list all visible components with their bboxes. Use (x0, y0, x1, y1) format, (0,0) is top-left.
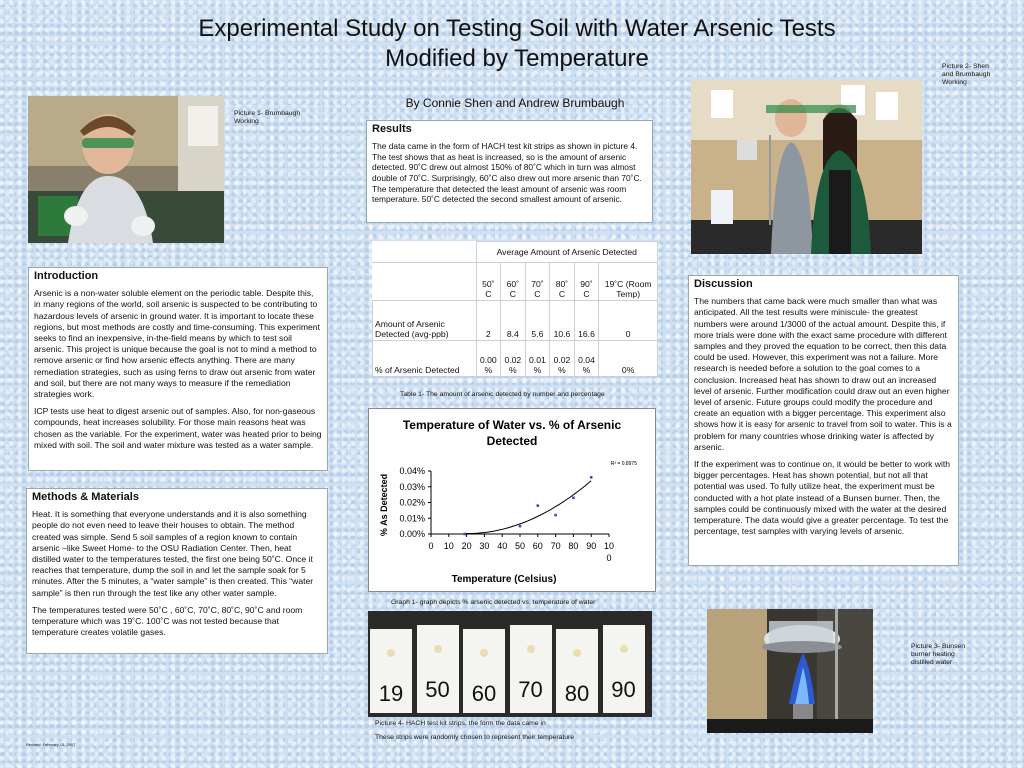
chart-x-tick-label: 70 (550, 541, 561, 551)
table-corner-2 (373, 263, 477, 301)
title-line-1: Experimental Study on Testing Soil with Water Arsenic Tests (198, 15, 836, 42)
table-cell: 0.04 % (574, 341, 599, 377)
introduction-section (28, 267, 328, 471)
test-strip-pad (480, 649, 488, 657)
arsenic-results-table (372, 241, 658, 377)
caption-picture-2: Picture 2- Shen and Brumbaugh Working (942, 63, 991, 86)
table-cell: 0.02 % (501, 341, 526, 377)
authors: By Connie Shen and Andrew Brumbaugh (405, 96, 625, 110)
introduction-paragraph-2: ICP tests use heat to digest arsenic out of samples. Also, for non-gaseous compounds, heat increases solubility. For those main reasons heat was chosen as the variable. For the experiment, water was heated prior to being mixed with soil. The soil and water mixture was tested as a water sample. (34, 406, 322, 450)
table-row-label: % of Arsenic Detected (373, 341, 477, 377)
test-strip-card (510, 625, 552, 713)
chart-x-tick-label: 10 (603, 541, 615, 551)
photo-brumbaugh-working (28, 96, 224, 243)
chart-x-tick-label: 10 (443, 541, 454, 551)
methods-heading: Methods & Materials (32, 491, 139, 503)
table-row (373, 341, 658, 377)
table-col-header: 50˚ C (476, 263, 501, 301)
chart-data-point (464, 533, 467, 536)
results-heading: Results (372, 123, 412, 135)
table-cell: 0 (599, 301, 658, 341)
caption-picture-4-line-1: Picture 4- HACH test kit strips, the form the data came in (375, 720, 546, 727)
chart-y-axis-label: % As Detected (379, 473, 389, 537)
table-cell: 0.02 % (550, 341, 575, 377)
chart-data-point (572, 496, 575, 499)
chart-data-point (590, 476, 593, 479)
methods-section (26, 488, 328, 654)
revision-note: Revised: February 15, 2007 (26, 742, 76, 747)
table-cell: 0.01 % (525, 341, 550, 377)
discussion-heading: Discussion (694, 278, 753, 290)
introduction-paragraph-1: Arsenic is a non-water soluble element on the periodic table. Despite this, in many regions of the world, soil arsenic is suspected to be contributing to hazardous levels of arsenic in ground water. It is important to locate these regions, but most methods are costly and time-consuming. This experiment seeks to find an inexpensive, in-the-field means by which to test soil arsenic. This project is unique because the goal is not to mind a method to remove arsenic or find how arsenic effects anything. There are many remediation strategies, such as using ferns to draw out arsenic from water and soil, but there are not many ways to measure if the remediation strategies work. (34, 288, 320, 400)
test-strip-card (603, 625, 645, 713)
chart-title-line-1: Temperature of Water vs. % of Arsenic (402, 418, 622, 432)
caption-picture-3: Picture 3- Bunsen burner heating distilled water (911, 643, 966, 666)
discussion-section (688, 275, 959, 566)
test-strip-label: 60 (471, 681, 497, 706)
chart-x-tick-label: 20 (461, 541, 472, 551)
photo-shen-and-brumbaugh-working (691, 80, 922, 254)
caption-graph-1: Graph 1- graph depicts % arsenic detected vs. temperature of water (391, 599, 596, 606)
test-strip-label: 70 (518, 677, 543, 702)
test-strip-pad (620, 645, 628, 653)
table-col-header: 90˚ C (574, 263, 599, 301)
table-row-label: Amount of Arsenic Detected (avg-ppb) (373, 301, 477, 341)
discussion-paragraph-1: The numbers that came back were much smaller than what was anticipated. All the test results were miniscule- the greatest numbers were around 1/3000 of the actual amount. Despite this, if more trials were done with the exact same procedure with different samples and they proved the equation to be correct, then this data could be used. However, this experiment was not a failure. More research is needed before a solution to the goal comes to a conclusion. Increased heat has shown to draw out an increased level of arsenic. Further modification could draw out an even higher level of arsenic. Future groups could modify the procedure and create an equation with a bigger percentage. This experiment also shows how it is easy for arsenic to travel from soil to water. This is a problem for many countries whose drinking water is affected by arsenic. (694, 296, 952, 452)
chart-data-point (537, 504, 540, 507)
table-cell: 16.6 (574, 301, 599, 341)
test-strip-label: 80 (564, 681, 590, 706)
chart-x-tick-label-wrap: 0 (606, 553, 612, 563)
table-cell: 0% (599, 341, 658, 377)
test-strip-label: 90 (611, 677, 636, 702)
test-strip-card (417, 625, 459, 713)
chart-svg (369, 409, 655, 591)
chart-y-tick-label: 0.04% (399, 466, 425, 476)
table-col-header: 70˚ C (525, 263, 550, 301)
results-section (366, 120, 653, 223)
test-strip-pad (387, 649, 395, 657)
table-group-header: Average Amount of Arsenic Detected (476, 242, 657, 263)
chart-y-tick-label: 0.01% (399, 513, 425, 524)
methods-paragraph-1: Heat. It is something that everyone understands and it is also something people do not even need to leave their houses to obtain. The method created was simple. Send 5 soil samples of a region known to contain arsenic –like Sweet Home- to the OSU Radiation Center. Then, heat distilled water to the temperatures tested, the first one being 50˚C. Once it reaches that temperature, dump the soil in and let the sample soak for 5 minutes. After the 5 minutes, a “water sample” is then created. This “water sample” is then run through the test like any other water sample. (32, 509, 314, 598)
photo-hach-test-strips (368, 611, 652, 717)
poster-title (0, 14, 1024, 74)
chart-x-tick-label: 50 (514, 541, 526, 551)
arsenic-temperature-chart (368, 408, 656, 592)
chart-r-squared-label: R² = 0.8975 (610, 461, 637, 467)
test-strip-label: 50 (425, 677, 450, 702)
chart-y-tick-label: 0.00% (399, 529, 425, 539)
table-cell: 10.6 (550, 301, 575, 341)
table-cell: 2 (476, 301, 501, 341)
discussion-paragraph-2: If the experiment was to continue on, it would be better to work with bigger percentages. Heat has shown potential, but not all that potential was used. To fully utilize heat, the experiment must be conducted with a hot plate instead of a Bunsen burner. Then, the samples could be continuously mixed with the water at the desired temperature. The data would give a greater percentage. To test the percentage, test samples with varying levels of arsenic. (694, 459, 951, 537)
chart-y-tick-label: 0.03% (399, 481, 425, 492)
test-strip-pad (434, 645, 442, 653)
chart-trendline (465, 481, 591, 534)
table-col-header: 80˚ C (550, 263, 575, 301)
table-cell: 8.4 (501, 301, 526, 341)
caption-picture-1: Picture 1- Brumbaugh Working (234, 110, 301, 125)
test-strip-card (556, 629, 598, 713)
table-corner (373, 242, 477, 263)
chart-x-tick-label: 30 (479, 541, 490, 551)
introduction-heading: Introduction (34, 270, 99, 282)
test-strip-card (463, 629, 505, 713)
test-strip-pad (573, 649, 581, 657)
table-col-header: 19˚C (Room Temp) (599, 263, 658, 301)
caption-table-1: Table 1- The amount of arsenic detected by number and percentage (400, 391, 605, 398)
chart-x-tick-label: 0 (428, 541, 434, 551)
chart-title-line-2: Detected (486, 434, 538, 448)
caption-picture-4-line-2: These strips were randomly chosen to represent their temperature (375, 734, 575, 741)
test-strip-card (370, 629, 412, 713)
chart-y-tick-label: 0.02% (399, 497, 425, 508)
table-cell: 0.00 % (476, 341, 501, 377)
chart-x-tick-label: 40 (497, 541, 508, 551)
chart-data-point (519, 525, 522, 528)
test-strip-pad (527, 645, 535, 653)
test-strip-label: 19 (378, 681, 404, 706)
methods-paragraph-2: The temperatures tested were 50˚C , 60˚C, 70˚C, 80˚C, 90˚C and room temperature which was 19˚C. 100˚C was not tested because that temperature creates volatile gases. (32, 604, 303, 638)
chart-x-tick-label: 90 (586, 541, 597, 551)
chart-x-axis-label: Temperature (Celsius) (451, 574, 557, 585)
chart-data-point (554, 514, 557, 517)
chart-x-tick-label: 80 (568, 541, 579, 551)
title-line-2: Modified by Temperature (385, 45, 649, 72)
table-row (373, 301, 658, 341)
results-body: The data came in the form of HACH test kit strips as shown in picture 4. The test shows that as heat is increased, so is the amount of arsenic detected. 90˚C drew out almost 150% of 80˚C which in turn was almost double of 70˚C. Surprisingly, 60˚C also drew out more arsenic than 70˚C. The temperature that detected the least amount of arsenic was room temperature. 50˚C detected the second smallest amount of arsenic. (372, 141, 642, 205)
chart-x-tick-label: 60 (532, 541, 543, 551)
table-col-header: 60˚ C (501, 263, 526, 301)
table-cell: 5.6 (525, 301, 550, 341)
photo-bunsen-burner (707, 609, 873, 733)
